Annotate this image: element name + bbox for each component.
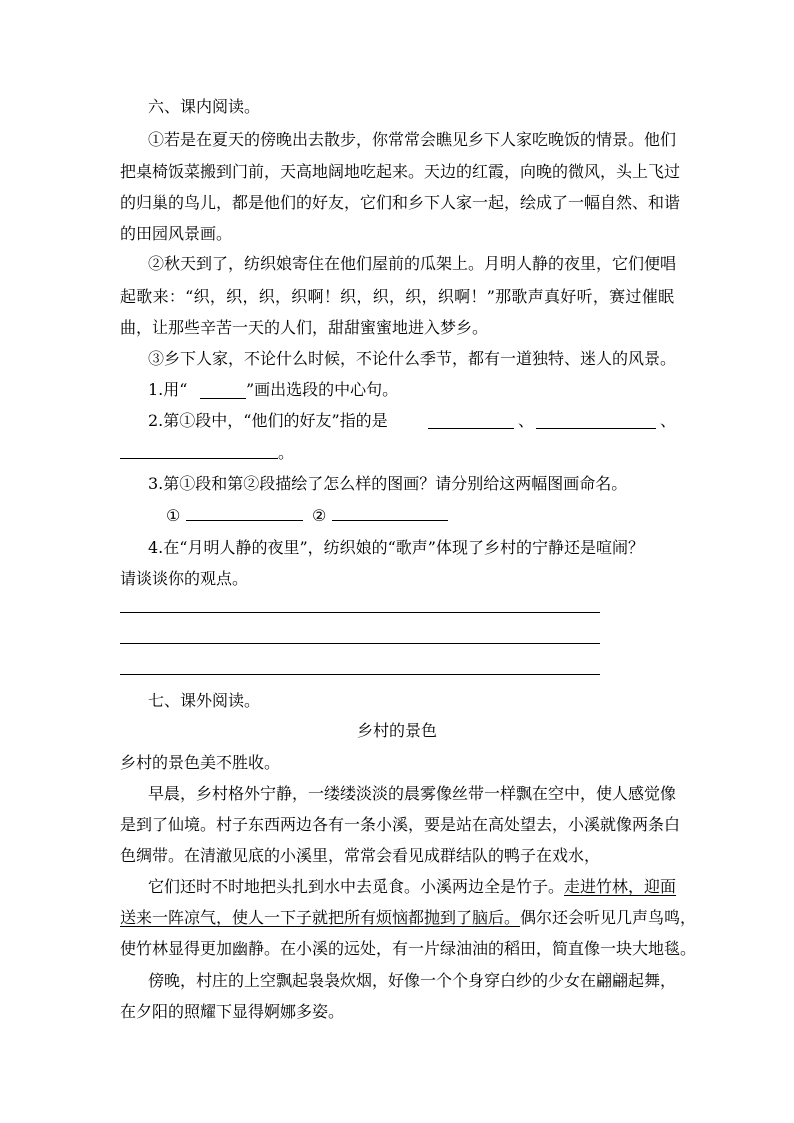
article-intro: 乡村的景色美不胜收。 bbox=[120, 753, 281, 772]
article-p2-line1: 早晨，乡村格外宁静，一缕缕淡淡的晨雾像丝带一样飘在空中，使人感觉像 bbox=[148, 784, 677, 803]
article-p3-line2-plain: 偶尔还会听见几声鸟鸣， bbox=[520, 908, 697, 927]
question3-marker-2: ② bbox=[312, 506, 327, 525]
article-title: 乡村的景色 bbox=[357, 721, 438, 740]
article-p3-line1 bbox=[148, 876, 677, 898]
section6-p1-line2: 把桌椅饭菜搬到门前，天高地阔地吃起来。天边的红霞，向晚的微风，头上飞过 bbox=[120, 162, 681, 181]
section6-p1-line4: 的田园风景画。 bbox=[120, 224, 233, 243]
question3-marker-1: ① bbox=[166, 506, 181, 525]
question2-blank-1[interactable] bbox=[428, 428, 514, 429]
question2-text: 2.第①段中，“他们的好友”指的是 bbox=[148, 411, 388, 430]
article-p3-underlined-sentence-start: 走进竹林，迎面 bbox=[564, 877, 677, 896]
answer-line-1[interactable] bbox=[120, 612, 600, 613]
question1-prefix: 1.用“ bbox=[148, 380, 188, 399]
question4-line2: 请谈谈你的观点。 bbox=[120, 569, 249, 588]
section6-p1-line1: ①若是在夏天的傍晚出去散步，你常常会瞧见乡下人家吃晚饭的情景。他们 bbox=[148, 130, 677, 149]
question3-blank-2[interactable] bbox=[332, 520, 448, 521]
section6-heading: 六、课内阅读。 bbox=[148, 97, 261, 116]
question2-separator-2: 、 bbox=[660, 411, 677, 430]
article-p3-line1-plain: 它们还时不时地把头扎到水中去觅食。小溪两边全是竹子。 bbox=[148, 877, 565, 896]
article-p3-underlined-sentence-end: 送来一阵凉气，使人一下子就把所有烦恼都抛到了脑后。 bbox=[120, 908, 521, 927]
article-p2-line2: 是到了仙境。村子东西两边各有一条小溪，要是站在高处望去，小溪就像两条白 bbox=[120, 815, 681, 834]
question2-separator-1: 、 bbox=[518, 411, 535, 430]
article-p4-line2: 在夕阳的照耀下显得婀娜多姿。 bbox=[120, 1002, 345, 1021]
question1-suffix: ”画出选段的中心句。 bbox=[246, 380, 399, 399]
section6-p2-line1: ②秋天到了，纺织娘寄住在他们屋前的瓜架上。月明人静的夜里，它们便唱 bbox=[148, 254, 677, 273]
question3-blank-1[interactable] bbox=[186, 520, 303, 521]
answer-line-3[interactable] bbox=[120, 674, 600, 675]
question1-underline-sample bbox=[200, 398, 246, 399]
question4-line1: 4.在“月明人静的夜里”，纺织娘的“歌声”体现了乡村的宁静还是喧闹？ bbox=[148, 538, 644, 557]
answer-line-2[interactable] bbox=[120, 643, 600, 644]
section6-p3: ③乡下人家，不论什么时候，不论什么季节，都有一道独特、迷人的风景。 bbox=[148, 349, 677, 368]
article-p3-line3: 使竹林显得更加幽静。在小溪的远处，有一片绿油油的稻田，简直像一块大地毯。 bbox=[120, 939, 697, 958]
article-p2-line3: 色绸带。在清澈见底的小溪里，常常会看见成群结队的鸭子在戏水， bbox=[120, 846, 601, 865]
question3-text: 3.第①段和第②段描绘了怎么样的图画？请分别给这两幅图画命名。 bbox=[148, 474, 628, 493]
question2-blank-2[interactable] bbox=[536, 428, 656, 429]
question2-blank-3[interactable] bbox=[120, 458, 278, 459]
section7-heading: 七、课外阅读。 bbox=[148, 691, 261, 710]
section6-p1-line3: 的归巢的鸟儿，都是他们的好友，它们和乡下人家一起，绘成了一幅自然、和谐 bbox=[120, 193, 681, 212]
section6-p2-line3: 曲，让那些辛苦一天的人们，甜甜蜜蜜地进入梦乡。 bbox=[120, 318, 489, 337]
question2-end: 。 bbox=[278, 443, 295, 462]
article-p4-line1: 傍晚，村庄的上空飘起袅袅炊烟，好像一个个身穿白纱的少女在翩翩起舞， bbox=[148, 971, 677, 990]
article-p3-line2 bbox=[120, 907, 697, 929]
section6-p2-line2: 起歌来：“织，织，织，织啊！织，织，织，织啊！”那歌声真好听，赛过催眠 bbox=[120, 287, 674, 306]
